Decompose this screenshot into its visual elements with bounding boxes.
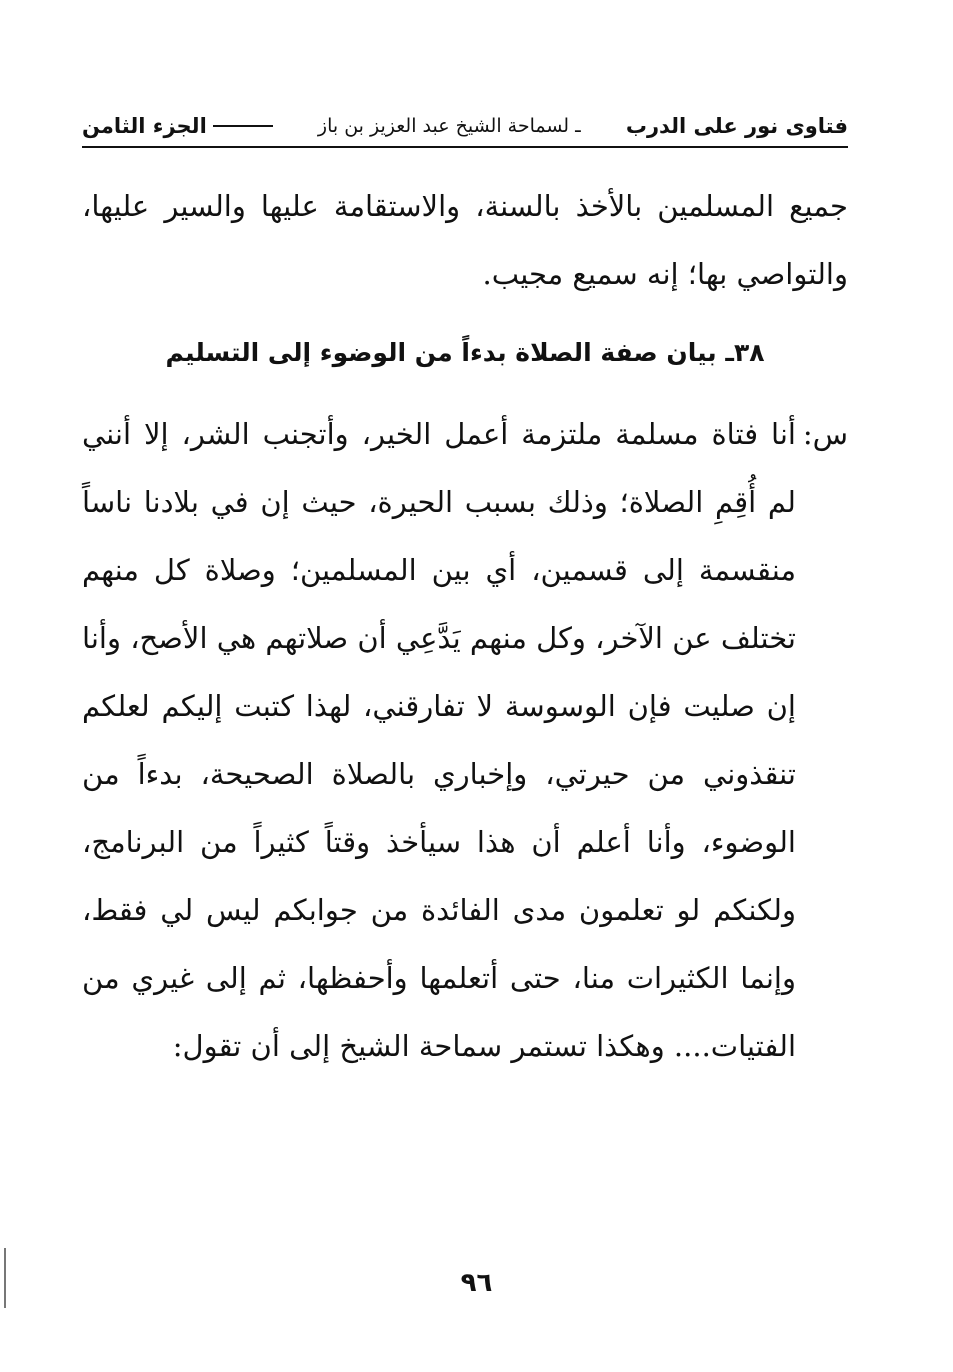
scan-edge-mark — [4, 1248, 6, 1308]
section-title: ٣٨ـ بيان صفة الصلاة بدءاً من الوضوء إلى التسليم — [165, 338, 765, 367]
running-header — [82, 106, 848, 148]
page-number: ٩٦ — [460, 1268, 493, 1298]
header-part-group — [82, 114, 273, 138]
intro-paragraph: جميع المسلمين بالأخذ بالسنة، والاستقامة عليها والسير عليها، والتواصي بها؛ إنه سميع مجيب. — [82, 189, 848, 291]
author-name: ـ لسماحة الشيخ عبد العزيز بن باز — [317, 115, 581, 137]
book-title: فتاوى نور على الدرب — [625, 114, 848, 138]
header-dash — [213, 125, 273, 127]
question-block — [82, 400, 848, 1080]
volume-part: الجزء الثامن — [82, 114, 207, 138]
question-text: أنا فتاة مسلمة ملتزمة أعمل الخير، وأتجنب الشر، إلا أنني لم أُقِمِ الصلاة؛ وذلك بسبب الحيرة، حيث إن في بلادنا ناساً منقسمة إلى قسمين، أي بين المسلمين؛ وصلاة كل منهم تختلف عن الآخر، وكل منهم يَدَّعِي أن صلاتهم هي الأصح، وأنا إن صليت فإن الوسوسة لا تفارقني، لهذا كتبت إليكم لعلكم تنقذوني من حيرتي، وإخباري بالصلاة الصحيحة، بدءاً من الوضوء، وأنا أعلم أن هذا سيأخذ وقتاً كثيراً من البرنامج، ولكنكم لو تعلمون مدى الفائدة من جوابكم ليس لي فقط، وإنما الكثيرات منا، حتى أتعلمها وأحفظها، ثم إلى غيري من الفتيات.... وهكذا تستمر سماحة الشيخ إلى أن تقول: — [82, 417, 796, 1063]
question-label: س: — [802, 417, 848, 451]
